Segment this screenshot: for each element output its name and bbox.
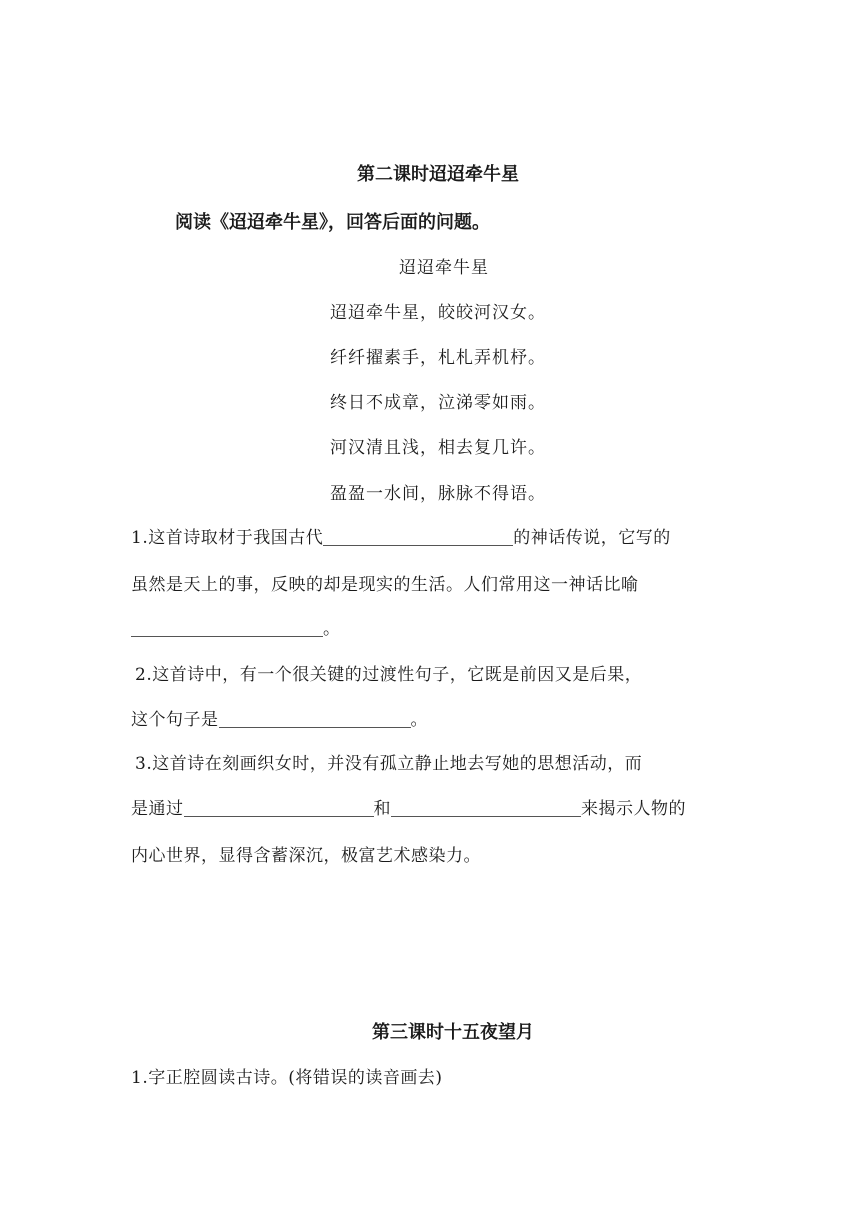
question-1-text-b: 的神话传说，它写的	[513, 528, 671, 548]
reading-instruction: 阅读《迢迢牵牛星》，回答后面的问题。	[175, 212, 490, 233]
poem-line-2: 纤纤擢素手，札札弄机杼。	[330, 348, 546, 368]
question-1-text-a: 1.这首诗取材于我国古代	[131, 528, 324, 548]
question-3-line-3: 内心世界，显得含蓄深沉，极富艺术感染力。	[131, 846, 481, 866]
answer-blank-3[interactable]	[219, 709, 411, 728]
question-2-text-a: 这个句子是	[131, 710, 219, 730]
poem-line-5: 盈盈一水间，脉脉不得语。	[330, 484, 546, 504]
question-1-end: 。	[323, 619, 341, 639]
question-3-line-1: 3.这首诗在刻画织女时，并没有孤立静止地去写她的思想活动，而	[135, 754, 643, 774]
question-1-line-2: 虽然是天上的事，反映的却是现实的生活。人们常用这一神话比喻	[131, 575, 639, 595]
question-2-line-2	[131, 705, 428, 730]
lesson3-title: 第三课时十五夜望月	[372, 1022, 534, 1043]
question-1-line-1	[131, 523, 671, 548]
answer-blank-2[interactable]	[131, 618, 323, 637]
answer-blank-1[interactable]	[323, 527, 513, 546]
poem-line-4: 河汉清且浅，相去复几许。	[330, 438, 546, 458]
question-2-line-1: 2.这首诗中，有一个很关键的过渡性句子，它既是前因又是后果，	[135, 665, 643, 685]
poem-line-3: 终日不成章，泣涕零如雨。	[330, 393, 546, 413]
poem-title: 迢迢牵牛星	[399, 258, 489, 278]
question-3-text-a: 是通过	[131, 799, 184, 819]
question-3-text-b: 和	[373, 799, 391, 819]
lesson2-title: 第二课时迢迢牵牛星	[357, 164, 519, 185]
question-3-text-c: 来揭示人物的	[581, 799, 686, 819]
question-2-end: 。	[410, 710, 428, 730]
answer-blank-4[interactable]	[184, 798, 374, 817]
question-3-line-2	[131, 794, 686, 819]
lesson3-question-1: 1.字正腔圆读古诗。(将错误的读音画去)	[131, 1068, 443, 1088]
answer-blank-5[interactable]	[391, 798, 581, 817]
question-1-line-3	[131, 614, 341, 639]
poem-line-1: 迢迢牵牛星，皎皎河汉女。	[330, 303, 546, 323]
